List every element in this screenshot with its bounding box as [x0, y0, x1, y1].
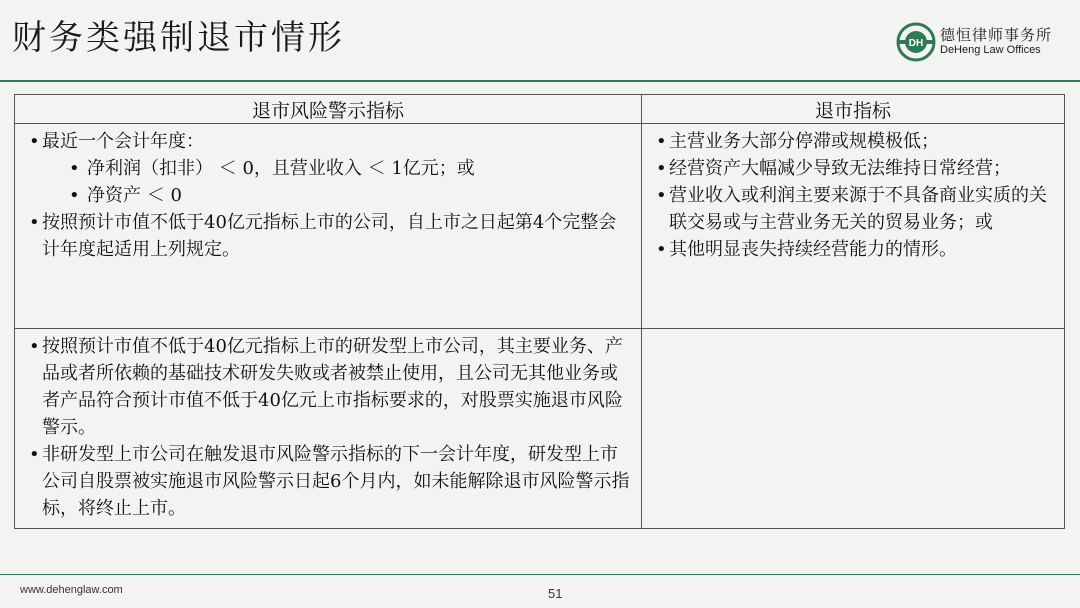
table-cell	[15, 124, 642, 329]
bullet-item: • 按照预计市值不低于40亿元指标上市的研发型上市公司，其主要业务、产品或者所依赖的基础技术研发失败或者被禁止使用，且公司无其他业务或者产品符合预计市值不低于40亿元上市指标要求的，对股票实施退市风险警示。	[29, 333, 633, 441]
bullet-item: • 经营资产大幅减少导致无法维持日常经营；	[656, 155, 1056, 182]
header-divider	[0, 80, 1080, 82]
column-header: 退市指标	[642, 95, 1065, 124]
page-title: 财务类强制退市情形	[12, 18, 345, 58]
bullet-item: • 非研发型上市公司在触发退市风险警示指标的下一会计年度，研发型上市公司自股票被实施退市风险警示日起6个月内，如未能解除退市风险警示指标，将终止上市。	[29, 441, 633, 522]
table-cell	[15, 329, 642, 529]
table-row	[15, 124, 1065, 329]
table-row	[15, 329, 1065, 529]
slide-header	[0, 0, 1080, 80]
bullet-item: • 其他明显丧失持续经营能力的情形。	[656, 236, 1056, 263]
firm-logo	[896, 22, 1076, 62]
table-cell-empty	[642, 329, 1065, 529]
column-header: 退市风险警示指标	[15, 95, 642, 124]
page-number: 51	[548, 586, 563, 601]
logo-english-name: DeHeng Law Offices	[940, 44, 1041, 56]
sub-bullet-item: • 净资产 ＜ 0	[29, 182, 633, 209]
delisting-criteria-table	[14, 94, 1065, 529]
bullet-item: • 最近一个会计年度：	[29, 128, 633, 155]
table-cell	[642, 124, 1065, 329]
deheng-logo-mark-icon	[896, 22, 936, 62]
svg-text:DH: DH	[908, 38, 924, 49]
bullet-item: • 主营业务大部分停滞或规模极低；	[656, 128, 1056, 155]
footer-divider	[0, 574, 1080, 575]
bullet-item: • 按照预计市值不低于40亿元指标上市的公司，自上市之日起第4个完整会计年度起适用上列规定。	[29, 209, 633, 263]
footer-url: www.dehenglaw.com	[20, 584, 123, 596]
logo-chinese-name: 德恒律师事务所	[940, 26, 1053, 44]
bullet-item: • 营业收入或利润主要来源于不具备商业实质的关联交易或与主营业务无关的贸易业务；或	[656, 182, 1056, 236]
table-header-row	[15, 95, 1065, 124]
sub-bullet-item: • 净利润（扣非） ＜ 0，且营业收入 ＜ 1亿元；或	[29, 155, 633, 182]
